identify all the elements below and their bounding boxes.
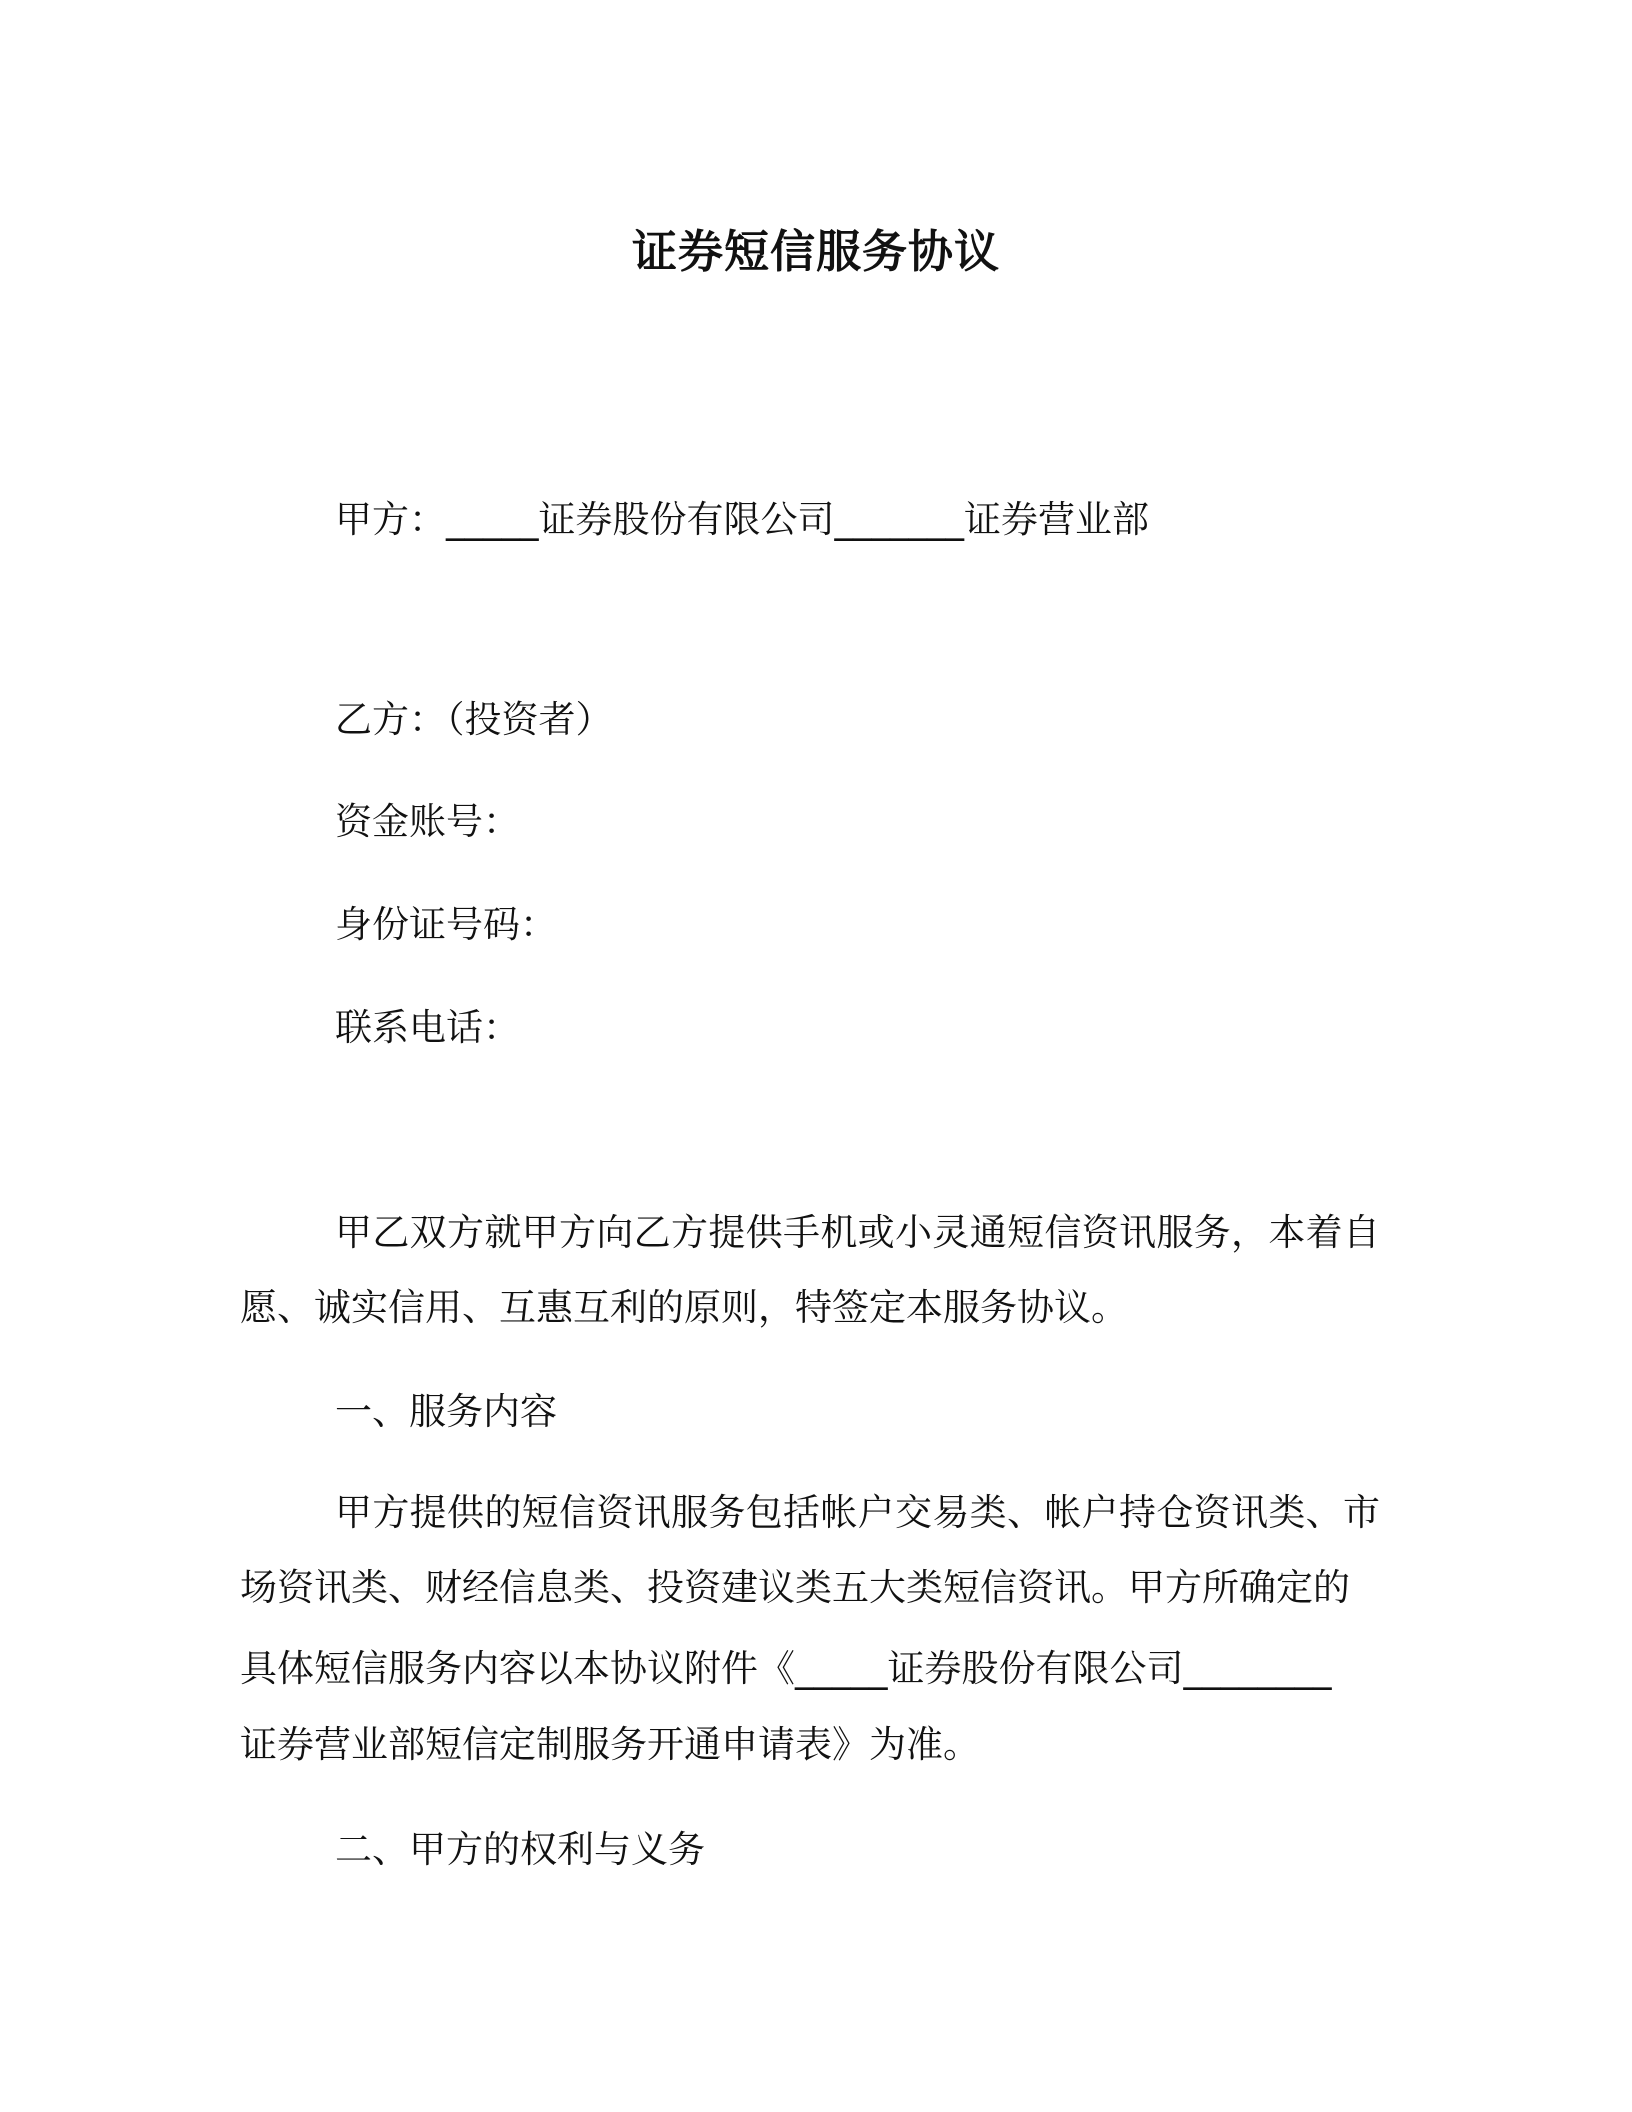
party-a-line: 甲方：_____证券股份有限公司_______证券营业部 [335,498,1149,541]
section1-heading: 一、服务内容 [335,1390,557,1433]
phone-line: 联系电话： [335,1006,520,1049]
section2-heading: 二、甲方的权利与义务 [335,1828,705,1871]
document-title: 证券短信服务协议 [631,225,1000,278]
intro-paragraph: 甲乙双方就甲方向乙方提供手机或小灵通短信资讯服务，本着自愿、诚实信用、互惠互利的原则，特签定本服务协议。 [240,1211,1380,1329]
fund-account-line: 资金账号： [335,800,520,843]
section1-paragraph: 甲方提供的短信资讯服务包括帐户交易类、帐户持仓资讯类、市场资讯类、财经信息类、投资建议类五大类短信资讯。甲方所确定的 [240,1491,1380,1609]
id-number-line: 身份证号码： [335,903,557,946]
party-b-line: 乙方：（投资者） [335,698,613,741]
section1-paragraph-line3: 具体短信服务内容以本协议附件《_____证券股份有限公司________ [240,1647,1332,1690]
section1-paragraph-line4: 证券营业部短信定制服务开通申请表》为准。 [240,1723,980,1766]
